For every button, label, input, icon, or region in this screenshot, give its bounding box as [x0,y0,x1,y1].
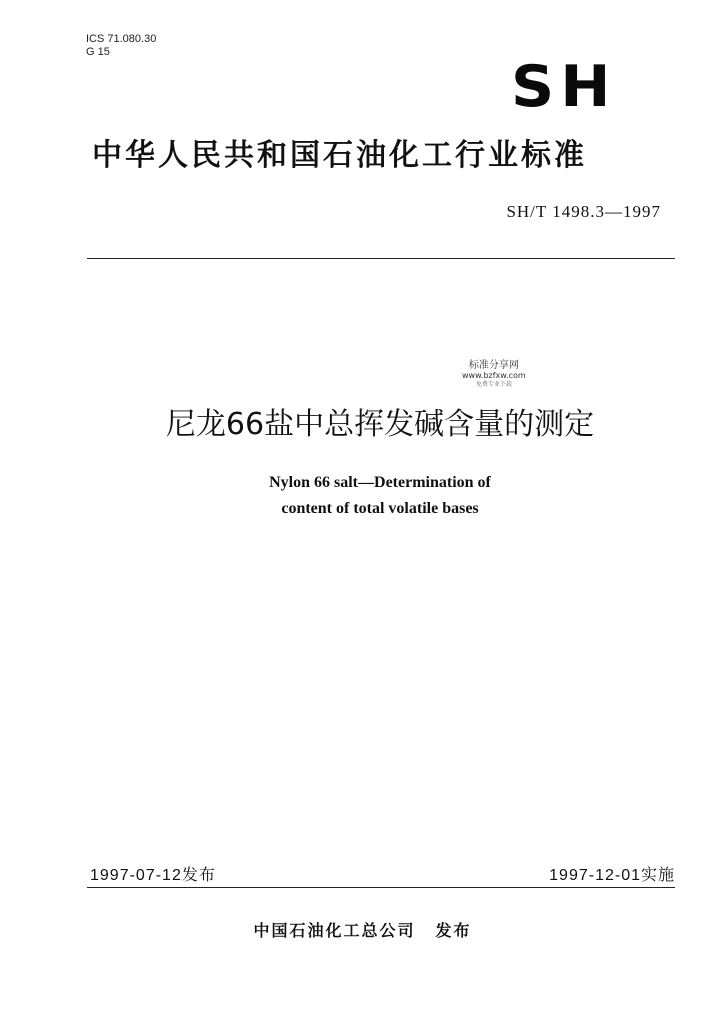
bottom-divider [87,887,675,888]
publisher-name: 中国石油化工总公司 [253,921,416,940]
standard-number: SH/T 1498.3—1997 [506,202,661,221]
ics-code: ICS 71.080.30 [86,33,157,45]
class-code: G 15 [86,46,110,58]
top-divider [87,258,675,259]
publish-word: 发布 [435,921,472,940]
issue-date: 1997-07-12发布 [90,867,216,884]
document-title-chinese: 尼龙66盐中总挥发碱含量的测定 [165,407,595,442]
watermark-line2: www.bzfxw.com [462,371,526,380]
document-title-english [0,470,725,522]
publisher-line [0,918,725,941]
watermark-line1: 标准分享网 [468,360,519,371]
organization-title: 中华人民共和国石油化工行业标准 [92,138,587,173]
watermark [462,360,526,389]
english-title-line2: content of total volatile bases [281,500,479,517]
effective-date: 1997-12-01实施 [549,867,675,884]
classification-codes [86,33,156,59]
sh-logo: SH [511,53,617,121]
english-title-line1: Nylon 66 salt—Determination of [269,474,491,491]
watermark-line3: 免费专业下载 [475,381,512,388]
